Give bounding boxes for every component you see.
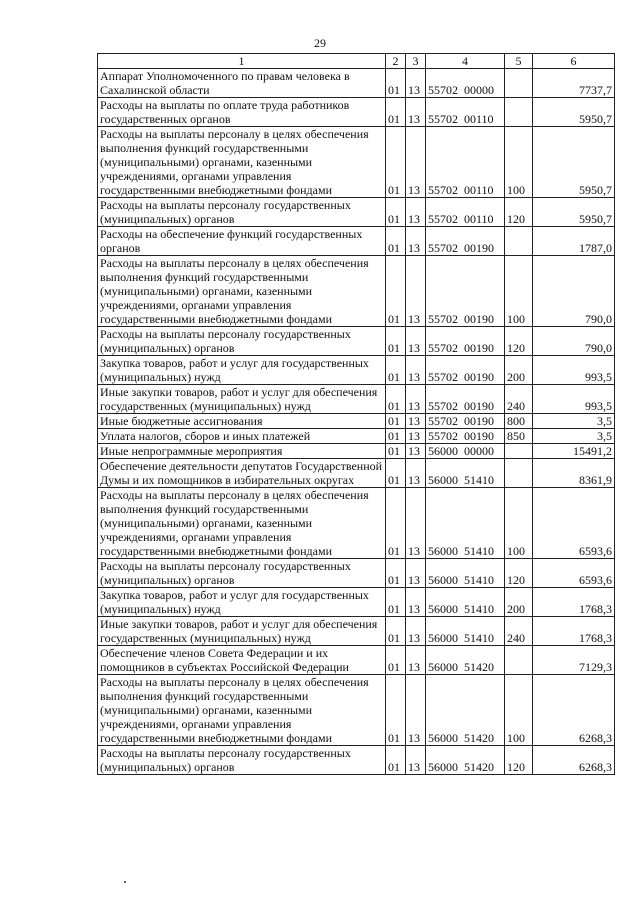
item-name-cell: Обеспечение деятельности депутатов Государственной Думы и их помощников в избирательных округах [98,459,386,488]
expense-type-cell [505,69,533,98]
subsection-cell: 13 [406,429,426,444]
item-name-cell: Уплата налогов, сборов и иных платежей [98,429,386,444]
subsection-cell: 13 [406,746,426,775]
expense-type-cell [505,646,533,675]
expense-type-cell: 100 [505,256,533,327]
section-cell: 01 [386,256,406,327]
amount-cell: 790,0 [533,256,615,327]
amount-cell: 6593,6 [533,488,615,559]
header-cell: 2 [386,54,406,69]
target-article-cell: 56000 51410 [426,559,505,588]
header-cell: 4 [426,54,505,69]
section-cell: 01 [386,559,406,588]
target-article-cell: 56000 51410 [426,617,505,646]
target-article-cell: 56000 51420 [426,675,505,746]
table-row [98,69,615,98]
target-article-cell: 55702 00110 [426,127,505,198]
target-article-cell: 55702 00110 [426,98,505,127]
table-row [98,588,615,617]
item-name-cell: Расходы на выплаты по оплате труда работников государственных органов [98,98,386,127]
table-row [98,675,615,746]
subsection-cell: 13 [406,414,426,429]
item-name-cell: Расходы на выплаты персоналу государственных (муниципальных) органов [98,198,386,227]
section-cell: 01 [386,198,406,227]
table-row [98,227,615,256]
target-article-cell: 56000 51410 [426,488,505,559]
expense-type-cell: 120 [505,198,533,227]
amount-cell: 993,5 [533,356,615,385]
table-row [98,127,615,198]
table-row [98,414,615,429]
target-article-cell: 55702 00190 [426,227,505,256]
scan-speck [124,881,126,883]
item-name-cell: Расходы на обеспечение функций государственных органов [98,227,386,256]
section-cell: 01 [386,356,406,385]
section-cell: 01 [386,429,406,444]
table-row [98,256,615,327]
expense-type-cell [505,98,533,127]
item-name-cell: Иные закупки товаров, работ и услуг для обеспечения государственных (муниципальных) нужд [98,617,386,646]
amount-cell: 790,0 [533,327,615,356]
amount-cell: 7129,3 [533,646,615,675]
subsection-cell: 13 [406,198,426,227]
target-article-cell: 56000 51420 [426,746,505,775]
expense-type-cell: 240 [505,385,533,414]
expense-type-cell: 100 [505,488,533,559]
header-cell: 1 [98,54,386,69]
item-name-cell: Обеспечение членов Совета Федерации и их помощников в субъектах Российской Федерации [98,646,386,675]
amount-cell: 1768,3 [533,617,615,646]
item-name-cell: Закупка товаров, работ и услуг для государственных (муниципальных) нужд [98,356,386,385]
section-cell: 01 [386,459,406,488]
amount-cell: 1787,0 [533,227,615,256]
item-name-cell: Расходы на выплаты персоналу в целях обеспечения выполнения функций государственными (муниципальными) органами, казенными учреждениями, органами управления государственными внебюджетными фондами [98,127,386,198]
subsection-cell: 13 [406,98,426,127]
target-article-cell: 55702 00190 [426,256,505,327]
table-row [98,98,615,127]
subsection-cell: 13 [406,559,426,588]
amount-cell: 6268,3 [533,675,615,746]
table-row [98,746,615,775]
table-row [98,559,615,588]
expense-type-cell: 240 [505,617,533,646]
expense-type-cell: 120 [505,327,533,356]
table-row [98,459,615,488]
subsection-cell: 13 [406,488,426,559]
amount-cell: 5950,7 [533,198,615,227]
target-article-cell: 56000 00000 [426,444,505,459]
subsection-cell: 13 [406,675,426,746]
amount-cell: 5950,7 [533,127,615,198]
section-cell: 01 [386,646,406,675]
item-name-cell: Аппарат Уполномоченного по правам человека в Сахалинской области [98,69,386,98]
section-cell: 01 [386,588,406,617]
expense-type-cell: 100 [505,127,533,198]
item-name-cell: Расходы на выплаты персоналу государственных (муниципальных) органов [98,327,386,356]
subsection-cell: 13 [406,444,426,459]
subsection-cell: 13 [406,127,426,198]
subsection-cell: 13 [406,69,426,98]
expense-type-cell: 200 [505,588,533,617]
section-cell: 01 [386,98,406,127]
subsection-cell: 13 [406,646,426,675]
header-cell: 6 [533,54,615,69]
item-name-cell: Закупка товаров, работ и услуг для государственных (муниципальных) нужд [98,588,386,617]
section-cell: 01 [386,127,406,198]
item-name-cell: Иные бюджетные ассигнования [98,414,386,429]
amount-cell: 8361,9 [533,459,615,488]
item-name-cell: Расходы на выплаты персоналу в целях обеспечения выполнения функций государственными (муниципальными) органами, казенными учреждениями, органами управления государственными внебюджетными фондами [98,675,386,746]
subsection-cell: 13 [406,256,426,327]
item-name-cell: Расходы на выплаты персоналу государственных (муниципальных) органов [98,559,386,588]
section-cell: 01 [386,414,406,429]
target-article-cell: 55702 00190 [426,414,505,429]
section-cell: 01 [386,444,406,459]
table-row [98,488,615,559]
target-article-cell: 56000 51420 [426,646,505,675]
section-cell: 01 [386,488,406,559]
table-row [98,429,615,444]
table-row [98,327,615,356]
table-row [98,444,615,459]
header-cell: 3 [406,54,426,69]
amount-cell: 15491,2 [533,444,615,459]
expense-type-cell: 800 [505,414,533,429]
item-name-cell: Иные закупки товаров, работ и услуг для обеспечения государственных (муниципальных) нужд [98,385,386,414]
target-article-cell: 55702 00110 [426,198,505,227]
expense-type-cell: 120 [505,746,533,775]
target-article-cell: 55702 00190 [426,429,505,444]
header-row [98,54,615,69]
target-article-cell: 55702 00190 [426,385,505,414]
section-cell: 01 [386,746,406,775]
expense-type-cell [505,444,533,459]
subsection-cell: 13 [406,356,426,385]
subsection-cell: 13 [406,588,426,617]
amount-cell: 6593,6 [533,559,615,588]
table-row [98,646,615,675]
expense-type-cell: 850 [505,429,533,444]
amount-cell: 6268,3 [533,746,615,775]
subsection-cell: 13 [406,327,426,356]
section-cell: 01 [386,327,406,356]
table-row [98,198,615,227]
amount-cell: 1768,3 [533,588,615,617]
subsection-cell: 13 [406,385,426,414]
item-name-cell: Расходы на выплаты персоналу в целях обеспечения выполнения функций государственными (муниципальными) органами, казенными учреждениями, органами управления государственными внебюджетными фондами [98,488,386,559]
subsection-cell: 13 [406,617,426,646]
section-cell: 01 [386,385,406,414]
amount-cell: 993,5 [533,385,615,414]
table-row [98,617,615,646]
target-article-cell: 55702 00000 [426,69,505,98]
budget-table [97,53,615,775]
expense-type-cell: 200 [505,356,533,385]
item-name-cell: Расходы на выплаты персоналу в целях обеспечения выполнения функций государственными (муниципальными) органами, казенными учреждениями, органами управления государственными внебюджетными фондами [98,256,386,327]
target-article-cell: 55702 00190 [426,356,505,385]
header-cell: 5 [505,54,533,69]
target-article-cell: 55702 00190 [426,327,505,356]
expense-type-cell [505,227,533,256]
amount-cell: 3,5 [533,429,615,444]
section-cell: 01 [386,675,406,746]
expense-type-cell [505,459,533,488]
section-cell: 01 [386,617,406,646]
target-article-cell: 56000 51410 [426,588,505,617]
item-name-cell: Иные непрограммные мероприятия [98,444,386,459]
amount-cell: 3,5 [533,414,615,429]
amount-cell: 7737,7 [533,69,615,98]
amount-cell: 5950,7 [533,98,615,127]
subsection-cell: 13 [406,227,426,256]
item-name-cell: Расходы на выплаты персоналу государственных (муниципальных) органов [98,746,386,775]
target-article-cell: 56000 51410 [426,459,505,488]
subsection-cell: 13 [406,459,426,488]
section-cell: 01 [386,227,406,256]
expense-type-cell: 120 [505,559,533,588]
expense-type-cell: 100 [505,675,533,746]
section-cell: 01 [386,69,406,98]
table-row [98,356,615,385]
page-number: 29 [314,36,326,50]
table-row [98,385,615,414]
